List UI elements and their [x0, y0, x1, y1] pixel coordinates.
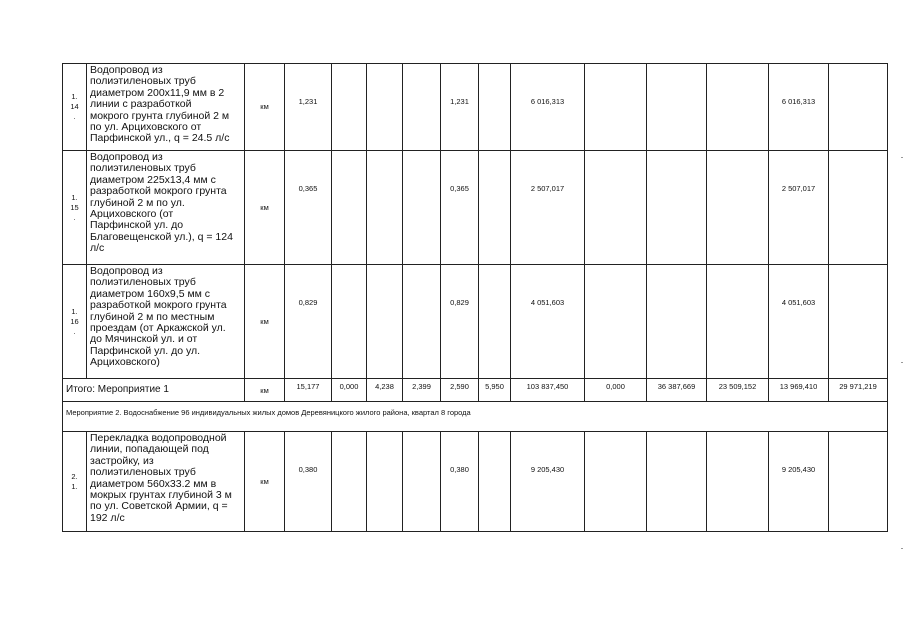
row-number: 1. 14 . [63, 64, 87, 151]
unit-cell: км [245, 379, 285, 402]
value-cell: 0,829 [441, 265, 479, 379]
total-value: 13 969,410 [769, 379, 829, 402]
value-cell: 2 507,017 [511, 151, 585, 265]
value-cell: 0,365 [285, 151, 332, 265]
value-cell: 1,231 [441, 64, 479, 151]
row-description: Водопровод из полиэтиленовых труб диаметром 200х11,9 мм в 2 линии с разработкой мокрого грунта глубиной 2 м по ул. Арциховского от Парфинской ул., q = 24.5 л/с [87, 64, 245, 151]
data-table [62, 63, 888, 532]
scan-artifact [901, 548, 903, 549]
total-value: 29 971,219 [829, 379, 888, 402]
row-number: 1. 15 . [63, 151, 87, 265]
row-description: Перекладка водопроводной линии, попадающей под застройку, из полиэтиленовых труб диаметром 560х33.2 мм в мокрых грунтах глубиной 3 м по ул. Советской Армии, q = 192 л/с [87, 432, 245, 532]
unit-cell: км [245, 265, 285, 379]
table-row [63, 265, 888, 379]
total-value: 2,590 [441, 379, 479, 402]
value-cell: 6 016,313 [769, 64, 829, 151]
scan-artifact [901, 157, 903, 158]
total-value: 103 837,450 [511, 379, 585, 402]
row-description: Водопровод из полиэтиленовых труб диаметром 225х13,4 мм с разработкой мокрого грунта глубиной 2 м по ул. Арциховского (от Парфинской ул. до Благовещенской ул.), q = 124 л/с [87, 151, 245, 265]
total-value: 23 509,152 [707, 379, 769, 402]
row-number: 2. 1. [63, 432, 87, 532]
value-cell: 2 507,017 [769, 151, 829, 265]
total-value: 15,177 [285, 379, 332, 402]
section-title: Мероприятие 2. Водоснабжение 96 индивидуальных жилых домов Деревяницкого жилого района, квартал 8 города [63, 402, 888, 432]
value-cell: 0,380 [285, 432, 332, 532]
value-cell: 0,380 [441, 432, 479, 532]
scan-artifact [901, 362, 903, 363]
value-cell: 1,231 [285, 64, 332, 151]
total-row [63, 379, 888, 402]
value-cell: 4 051,603 [511, 265, 585, 379]
value-cell: 9 205,430 [769, 432, 829, 532]
value-cell: 0,365 [441, 151, 479, 265]
total-value: 2,399 [403, 379, 441, 402]
total-value: 5,950 [479, 379, 511, 402]
value-cell: 0,829 [285, 265, 332, 379]
unit-cell: км [245, 432, 285, 532]
table-row [63, 432, 888, 532]
section-row [63, 402, 888, 432]
total-value: 36 387,669 [647, 379, 707, 402]
table-row [63, 151, 888, 265]
unit-cell: км [245, 151, 285, 265]
value-cell: 4 051,603 [769, 265, 829, 379]
row-description: Водопровод из полиэтиленовых труб диаметром 160х9,5 мм с разработкой мокрого грунта глубиной 2 м по местным проездам (от Аркажской ул. до Мячинской ул. и от Парфинской ул. до ул. Арциховского) [87, 265, 245, 379]
table-row [63, 64, 888, 151]
value-cell: 9 205,430 [511, 432, 585, 532]
row-number: 1. 16 . [63, 265, 87, 379]
total-value: 4,238 [367, 379, 403, 402]
unit-cell: км [245, 64, 285, 151]
total-label: Итого: Мероприятие 1 [63, 379, 245, 402]
total-value: 0,000 [332, 379, 367, 402]
total-value: 0,000 [585, 379, 647, 402]
value-cell: 6 016,313 [511, 64, 585, 151]
